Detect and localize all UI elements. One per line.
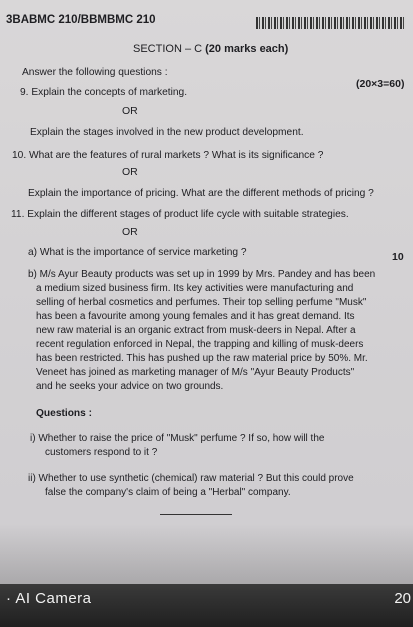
question-9-alt: Explain the stages involved in the new product development. xyxy=(30,127,304,138)
camera-watermark: · AI Camera xyxy=(6,590,92,607)
total-marks: (20×3=60) xyxy=(356,78,405,90)
question-10-alt: Explain the importance of pricing. What are the different methods of pricing ? xyxy=(28,188,374,199)
or-10: OR xyxy=(122,166,138,178)
question-9: 9. Explain the concepts of marketing. xyxy=(20,87,188,98)
case-line: has been restricted. This has pushed up the raw material price by 50%. Mr. xyxy=(36,353,368,364)
or-9: OR xyxy=(122,105,138,117)
sub-question-i-cont: customers respond to it ? xyxy=(45,447,158,458)
course-code: 3BABMC 210/BBMBMC 210 xyxy=(6,14,156,26)
sub-question-i: i) Whether to raise the price of "Musk" perfume ? If so, how will the xyxy=(30,433,325,444)
case-line: a medium sized business firm. Its key activities were manufacturing and xyxy=(36,283,354,294)
camera-watermark-right: 20 xyxy=(394,590,411,607)
case-line: b) M/s Ayur Beauty products was set up in 1999 by Mrs. Pandey and has been xyxy=(28,269,376,280)
section-title: SECTION – C xyxy=(133,43,203,55)
case-line: has been a favourite among young females and it has great demand. Its xyxy=(36,311,355,322)
case-line: recent regulation enforced in Nepal, the trapping and killing of musk-deers xyxy=(36,339,364,350)
sub-questions-heading: Questions : xyxy=(36,408,93,419)
case-line: selling of herbal cosmetics and perfumes. Their top selling perfume "Musk" xyxy=(36,297,367,308)
sub-question-ii-cont: false the company's claim of being a "Herbal" company. xyxy=(45,487,291,498)
barcode xyxy=(256,17,406,29)
question-11-a: a) What is the importance of service marketing ? xyxy=(28,247,247,258)
question-10: 10. What are the features of rural markets ? What is its significance ? xyxy=(12,150,324,161)
instruction: Answer the following questions : xyxy=(22,67,168,78)
or-11: OR xyxy=(122,226,138,238)
sub-question-ii: ii) Whether to use synthetic (chemical) raw material ? But this could prove xyxy=(28,473,354,484)
end-rule xyxy=(160,514,232,515)
section-heading xyxy=(133,43,288,56)
question-11-a-marks: 10 xyxy=(392,251,404,263)
section-marks-note: (20 marks each) xyxy=(205,43,289,55)
case-line: and he seeks your advice on two grounds. xyxy=(36,381,224,392)
case-line: Veneet has joined as marketing manager of M/s "Ayur Beauty Products" xyxy=(36,367,355,378)
question-11: 11. Explain the different stages of product life cycle with suitable strategies. xyxy=(11,209,349,220)
case-line: new raw material is an organic extract from musk-deers in Nepal. After a xyxy=(36,325,356,336)
